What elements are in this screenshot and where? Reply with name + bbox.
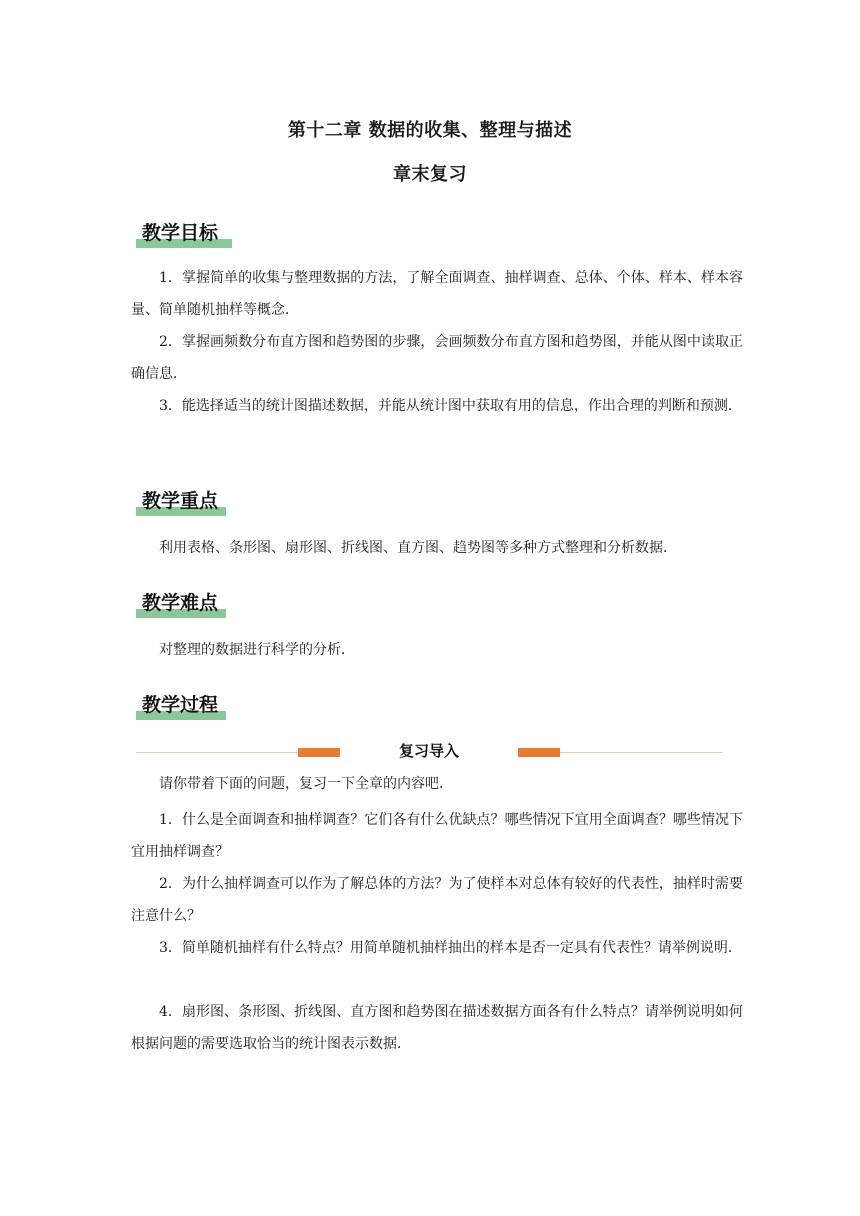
divider-line-left — [136, 752, 298, 753]
review-question-3: 3．简单随机抽样有什么特点？用简单随机抽样抽出的样本是否一定具有代表性？请举例说明． — [159, 940, 742, 956]
review-question-1: 1．什么是全面调查和抽样调查？它们各有什么优缺点？哪些情况下宜用全面调查？哪些情况下宜用抽样调查？ — [131, 812, 743, 860]
section-heading-key-points — [136, 490, 218, 516]
goal-item-1: 1．掌握简单的收集与整理数据的方法，了解全面调查、抽样调查、总体、个体、样本、样本容量、简单随机抽样等概念． — [131, 270, 743, 318]
goal-item-3: 3．能选择适当的统计图描述数据，并能从统计图中获取有用的信息，作出合理的判断和预测． — [159, 398, 742, 414]
document-subtitle: 章末复习 — [393, 164, 467, 185]
review-question-4: 4．扇形图、条形图、折线图、直方图和趋势图在描述数据方面各有什么特点？请举例说明如何根据问题的需要选取恰当的统计图表示数据． — [131, 1004, 743, 1052]
subsection-label: 复习导入 — [398, 742, 459, 760]
divider-block-left — [298, 748, 340, 757]
section-heading-text: 教学目标 — [142, 222, 219, 244]
divider-line-right — [560, 752, 722, 753]
key-points-text: 利用表格、条形图、扇形图、折线图、直方图、趋势图等多种方式整理和分析数据． — [159, 540, 677, 556]
section-heading-difficulties — [136, 592, 218, 618]
difficulties-text: 对整理的数据进行科学的分析． — [159, 642, 355, 658]
goal-item-2: 2．掌握画频数分布直方图和趋势图的步骤，会画频数分布直方图和趋势图，并能从图中读取正确信息． — [131, 334, 743, 382]
subsection-divider — [136, 742, 722, 761]
section-heading-text: 教学难点 — [142, 592, 219, 614]
section-heading-text: 教学重点 — [142, 490, 219, 512]
section-heading-text: 教学过程 — [142, 694, 219, 716]
document-title: 第十二章 数据的收集、整理与描述 — [287, 120, 573, 141]
divider-block-right — [518, 748, 560, 757]
section-heading-goals — [136, 222, 218, 248]
review-question-2: 2．为什么抽样调查可以作为了解总体的方法？为了使样本对总体有较好的代表性，抽样时需要注意什么？ — [131, 876, 743, 924]
section-heading-process — [136, 694, 218, 720]
process-intro: 请你带着下面的问题，复习一下全章的内容吧． — [159, 776, 453, 792]
